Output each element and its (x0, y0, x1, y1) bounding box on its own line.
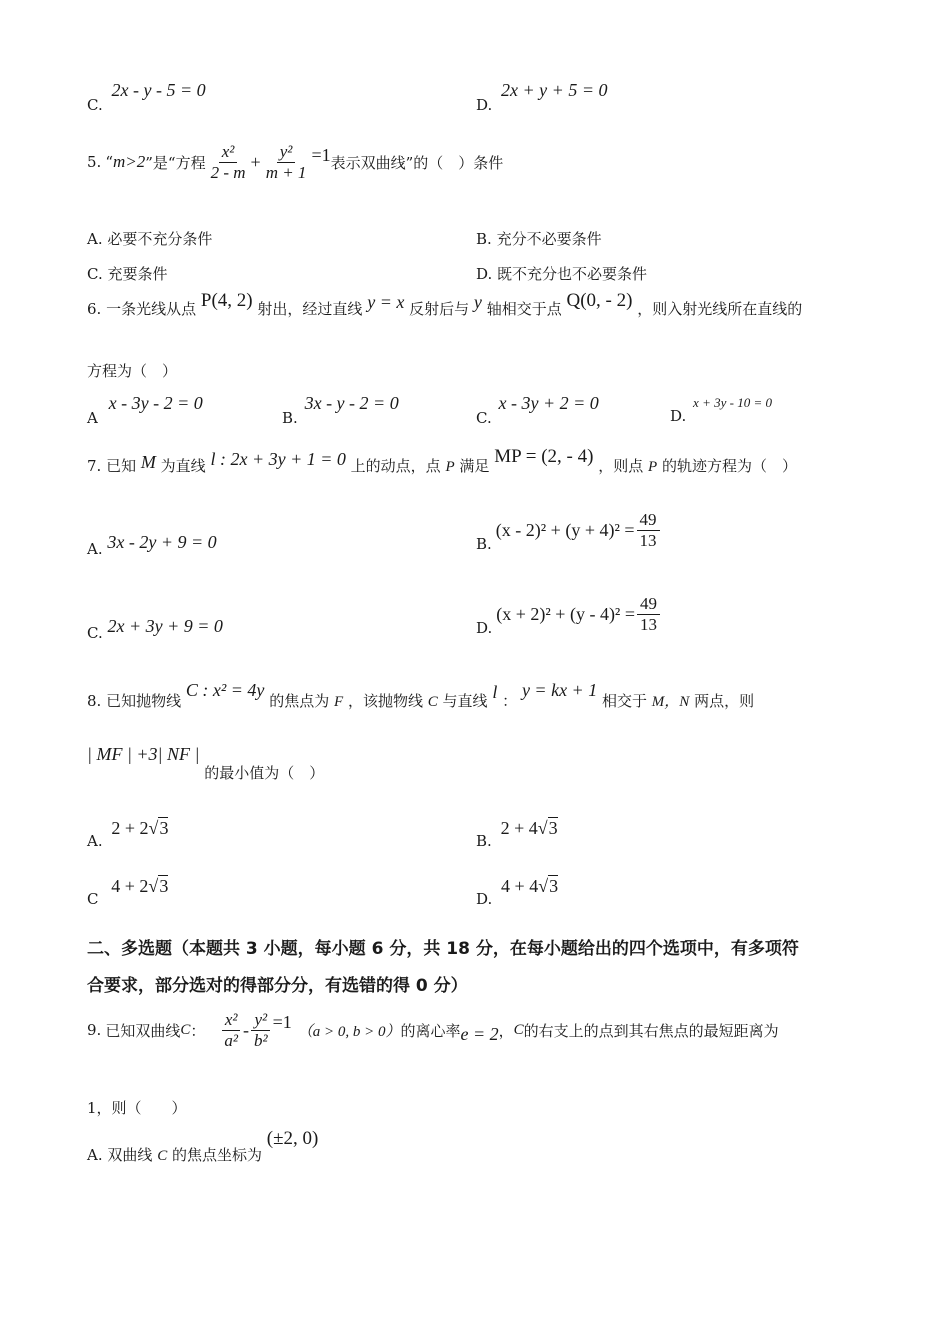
option-expr: 4 + 4 (501, 876, 539, 896)
mirror-line: y = x (367, 292, 405, 312)
question-text: ： (190, 1021, 206, 1040)
option-label: D. (670, 407, 687, 425)
section-heading: 二、多选题（本题共 3 小题，每小题 6 分，共 18 分，在每小题给出的四个选项中，有多项符 (87, 939, 799, 959)
point-q: Q(0, - 2) (566, 290, 633, 311)
question-text: 的最小值为（ ） (204, 764, 325, 782)
fraction-numerator: x² (222, 1010, 241, 1031)
q5-option-c (87, 263, 168, 284)
question-text: ，则点 (598, 457, 644, 475)
q9-option-a (87, 1128, 319, 1164)
question-7 (87, 446, 797, 477)
option-label: C. (476, 409, 492, 427)
q5-option-a (87, 228, 212, 249)
option-expr: x - 3y - 2 = 0 (108, 393, 203, 413)
option-label: C (87, 890, 99, 908)
option-label: B. (476, 230, 492, 248)
option-text: 充要条件 (107, 265, 168, 283)
option-label: B. (282, 409, 298, 427)
line-l: l : 2x + 3y + 1 = 0 (210, 449, 346, 469)
question-text: ，则入射光线所在直线的 (637, 300, 803, 318)
option-label: D. (476, 619, 493, 638)
section-heading-cont: 合要求，部分选对的得部分分，有选错的得 0 分） (87, 976, 468, 996)
question-6 (87, 290, 803, 320)
curve-c: C (427, 694, 438, 710)
question-text: 轴相交于点 (486, 300, 562, 318)
fraction-numerator: y² (251, 1010, 270, 1031)
question-5 (87, 142, 503, 182)
question-text: 射出，经过直线 (257, 300, 363, 318)
sqrt-icon: √ (538, 876, 549, 896)
curve-c: C (513, 1021, 524, 1038)
option-text: 双曲线 (107, 1146, 153, 1164)
fraction-denominator: a² (224, 1030, 238, 1050)
question-text: 与直线 (442, 692, 488, 710)
condition: （a > 0, b > 0） (297, 1023, 401, 1040)
question-text: 已知 (106, 457, 137, 475)
fraction-denominator: b² (253, 1030, 268, 1050)
question-text: 上的动点，点 (350, 457, 441, 475)
question-text: 的焦点为 (269, 692, 330, 710)
fraction-49-13 (637, 594, 660, 634)
question-text: 相交于 (601, 692, 647, 710)
q5-option-d (476, 263, 647, 284)
radicand: 3 (159, 876, 169, 896)
question-text: “ (105, 153, 113, 172)
option-label: A (87, 409, 98, 427)
q7-option-b (476, 510, 662, 554)
q7-option-d (476, 594, 662, 638)
equals-one: =1 (272, 1011, 292, 1032)
radicand: 3 (159, 818, 169, 838)
question-8-cont (87, 744, 325, 782)
q6-option-a (87, 393, 203, 427)
sqrt-icon: √ (537, 818, 548, 838)
vector-mp: MP = (2, - 4) (494, 446, 594, 467)
question-text: 满足 (459, 457, 490, 475)
point-p: P (445, 459, 455, 475)
question-text: 一条光线从点 (106, 300, 197, 318)
parabola-equation: C : x² = 4y (185, 680, 265, 700)
question-text: 两点，则 (694, 692, 755, 710)
option-expr: (x - 2)² + (y + 4)² = (495, 519, 635, 540)
option-text: 充分不必要条件 (496, 230, 602, 248)
fraction-x-a (221, 1010, 241, 1050)
option-label: A. (87, 832, 103, 850)
option-label: D. (476, 96, 493, 114)
q6-option-b (282, 393, 399, 427)
minus-sign: - (242, 1019, 249, 1040)
option-label: D. (476, 890, 493, 908)
point-p: P (648, 459, 658, 475)
option-label: A. (87, 540, 103, 558)
question-text: 表示双曲线”的（ ）条件 (330, 153, 504, 172)
question-number: 8. (87, 692, 102, 710)
fraction-numerator: 49 (637, 510, 660, 531)
question-text: 反射后与 (409, 300, 470, 318)
q8-option-b (476, 818, 558, 850)
option-expr: (x + 2)² + (y - 4)² = (496, 603, 635, 624)
q4-option-d (476, 80, 608, 114)
question-text: 为直线 (160, 457, 206, 475)
fraction-denominator: m + 1 (265, 162, 307, 182)
equals-one: =1 (311, 144, 331, 165)
question-text: 方程为（ ） (87, 362, 178, 380)
option-label: B. (476, 535, 492, 554)
fraction-y-b (251, 1010, 271, 1050)
option-expr: 2x + y + 5 = 0 (501, 80, 608, 100)
option-expr: 3x - y - 2 = 0 (304, 393, 399, 413)
question-text: ，该抛物线 (347, 692, 423, 710)
axis-y: y (473, 292, 482, 312)
option-label: B. (476, 832, 492, 850)
radicand: 3 (548, 818, 558, 838)
points-mn: M，N (651, 694, 690, 710)
focus-f: F (334, 694, 344, 710)
question-text: 的右支上的点到其右焦点的最短距离为 (523, 1021, 779, 1040)
option-expr: 4 + 2 (111, 876, 149, 896)
fraction-numerator: 49 (637, 594, 660, 615)
curve-c: C (180, 1021, 191, 1038)
question-text: 的离心率 (400, 1021, 461, 1040)
option-label: A. (87, 1146, 103, 1164)
option-label: A. (87, 230, 103, 248)
option-text: 必要不充分条件 (107, 230, 213, 248)
condition: m>2 (112, 152, 146, 172)
question-text: ， (498, 1021, 514, 1040)
fraction-denominator: 13 (639, 614, 657, 634)
fraction-numerator: x² (219, 142, 238, 163)
q8-option-a (87, 818, 169, 850)
q6-option-d (670, 393, 772, 425)
option-label: D. (476, 265, 493, 283)
option-label: C. (87, 96, 103, 114)
sqrt-icon: √ (148, 876, 159, 896)
option-label: C. (87, 624, 103, 642)
q5-option-b (476, 228, 602, 249)
curve-c: C (157, 1148, 168, 1164)
question-number: 6. (87, 300, 102, 318)
q8-option-d (476, 876, 559, 908)
option-expr: 3x - 2y + 9 = 0 (107, 532, 217, 552)
question-text: 的轨迹方程为（ ） (661, 457, 797, 475)
option-expr: x + 3y - 10 = 0 (693, 395, 772, 410)
option-expr: 2x + 3y + 9 = 0 (107, 616, 223, 636)
option-expr: x - 3y + 2 = 0 (498, 393, 599, 413)
question-text: 已知抛物线 (106, 692, 182, 710)
point-m: M (140, 452, 156, 472)
question-text: 已知双曲线 (105, 1021, 181, 1040)
radicand: 3 (549, 876, 559, 896)
question-9 (87, 1010, 779, 1050)
fraction-y (263, 142, 310, 182)
q7-option-c (87, 616, 223, 642)
eccentricity: e = 2 (460, 1023, 499, 1044)
option-expr: 2 + 4 (500, 818, 538, 838)
option-expr: 2x - y - 5 = 0 (111, 80, 206, 100)
question-9-cont (87, 1097, 187, 1118)
point-p: P(4, 2) (200, 290, 253, 311)
fraction-x (208, 142, 249, 182)
option-text: 既不充分也不必要条件 (497, 265, 648, 283)
option-expr: 2 + 2 (111, 818, 149, 838)
fraction-49-13 (637, 510, 660, 550)
question-number: 9. (87, 1021, 102, 1040)
line-l: l (492, 682, 498, 702)
question-number: 5. (87, 153, 102, 172)
q6-option-c (476, 393, 599, 427)
question-text: 1，则（ ） (87, 1099, 187, 1117)
fraction-denominator: 13 (639, 530, 657, 550)
option-label: C. (87, 265, 103, 283)
line-equation: y = kx + 1 (521, 680, 598, 700)
fraction-denominator: 2 - m (210, 162, 246, 182)
question-text: ”是“方程 (145, 153, 206, 172)
distance-expression: | MF | +3| NF | (87, 744, 200, 764)
q7-option-a (87, 532, 217, 558)
question-number: 7. (87, 457, 102, 475)
plus-sign: + (250, 151, 261, 172)
q4-option-c (87, 80, 206, 114)
option-expr: (±2, 0) (266, 1128, 319, 1149)
q8-option-c (87, 876, 169, 908)
fraction-numerator: y² (277, 142, 296, 163)
question-8 (87, 680, 755, 711)
question-text: ： (502, 692, 518, 710)
sqrt-icon: √ (148, 818, 159, 838)
question-6-cont (87, 360, 177, 381)
option-text: 的焦点坐标为 (171, 1146, 262, 1164)
